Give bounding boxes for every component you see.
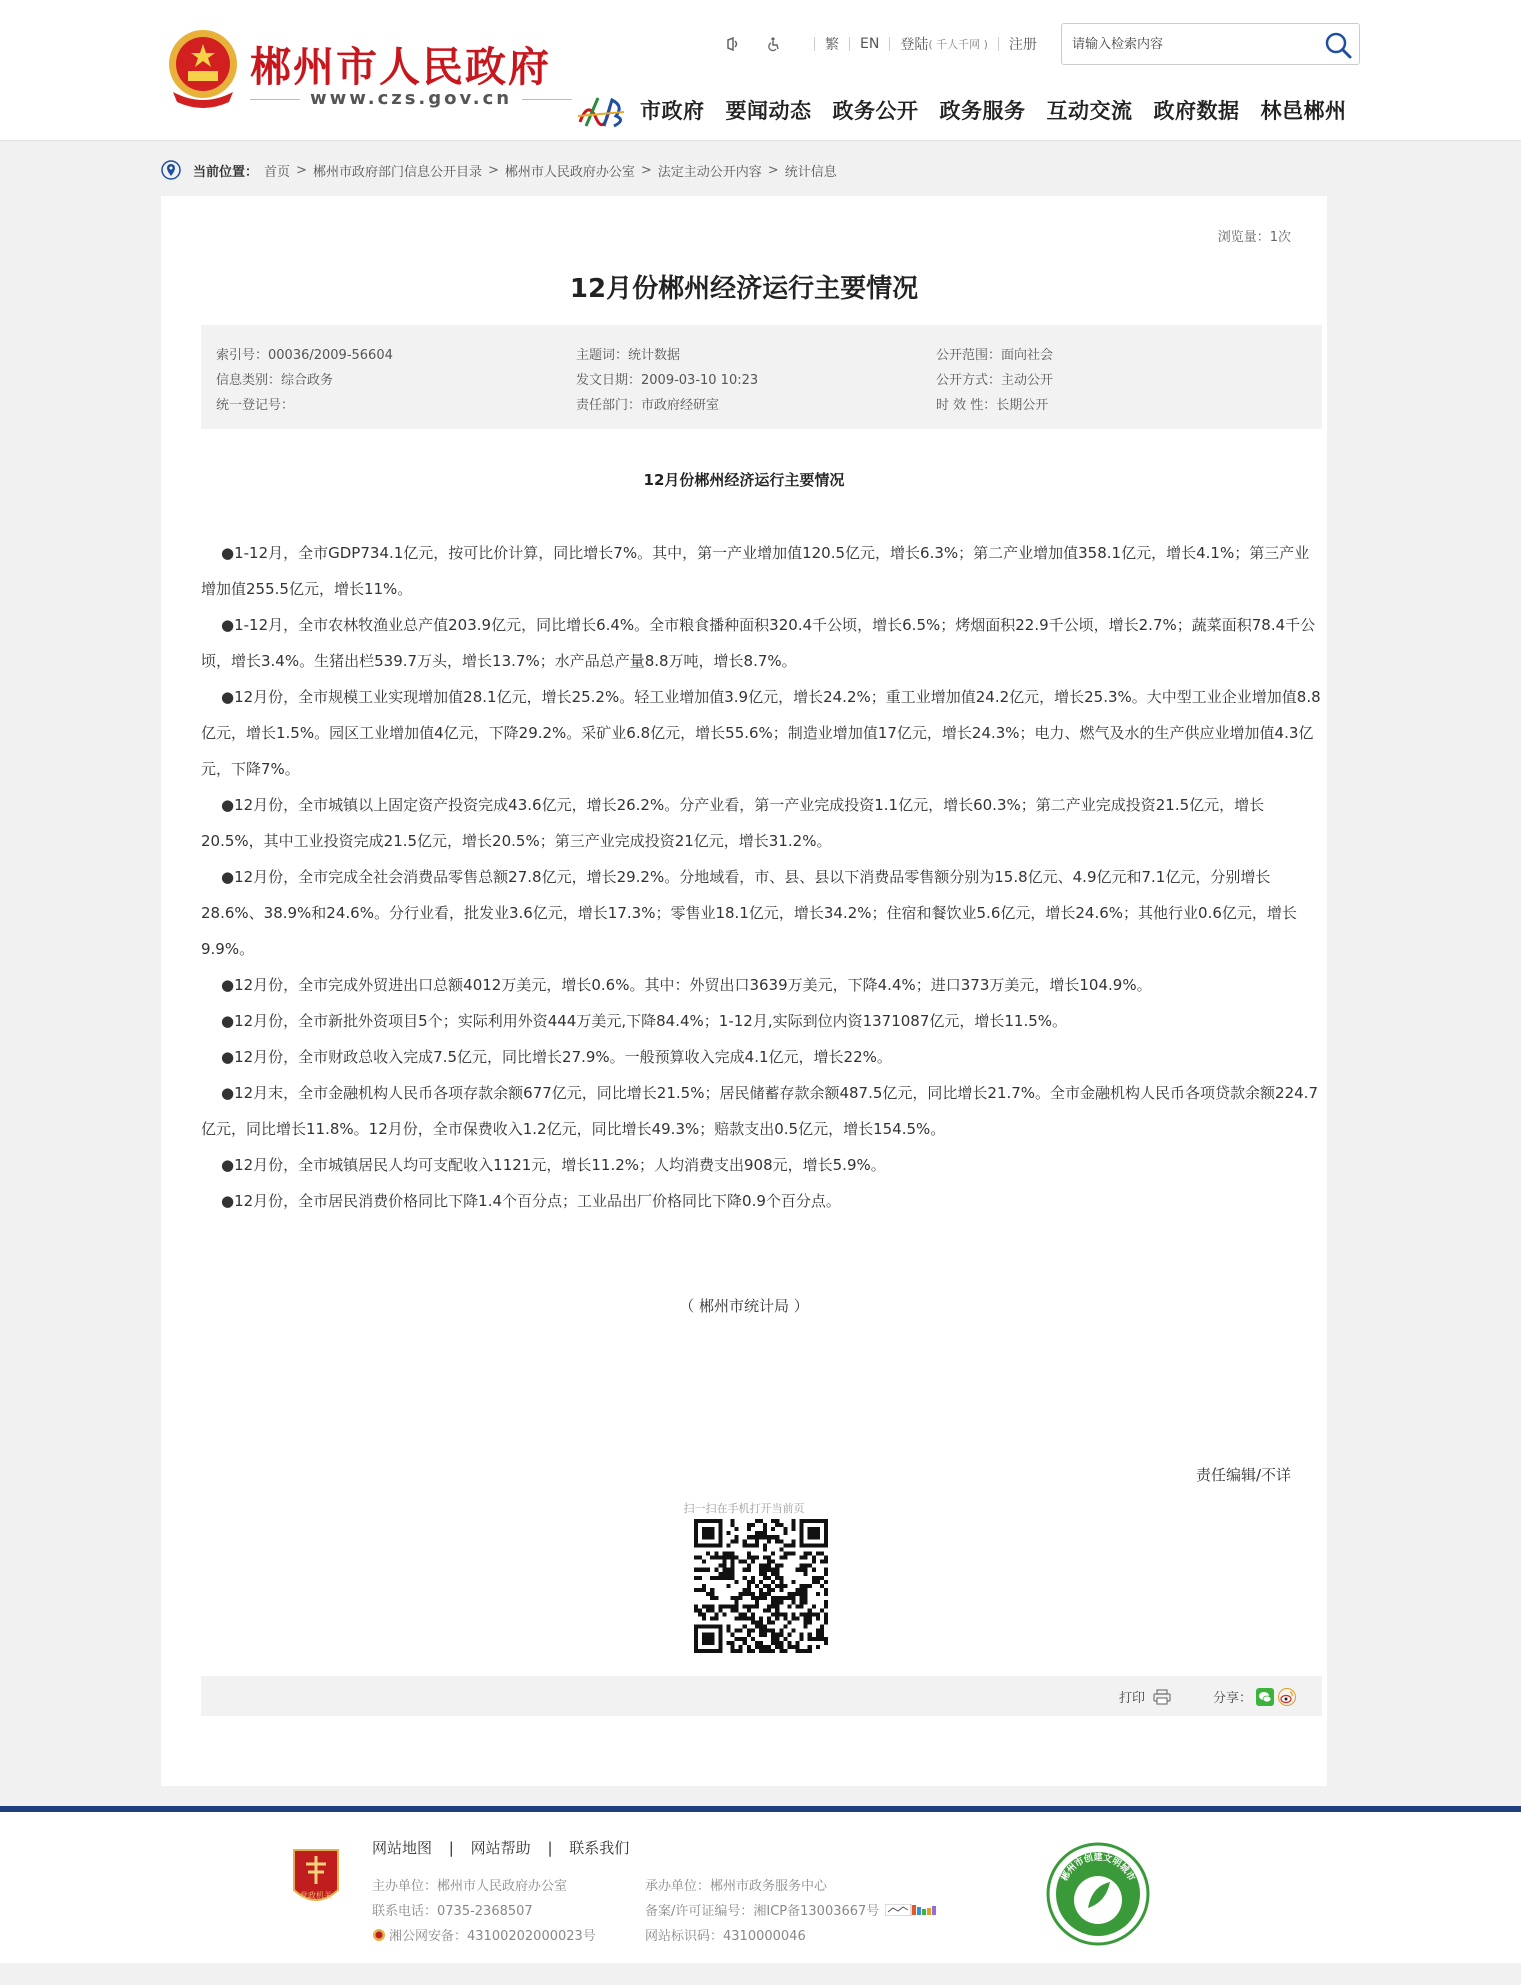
site-header: [0, 0, 1521, 141]
printer-icon: [1153, 1689, 1171, 1705]
meta-category: 信息类别：综合政务: [216, 373, 334, 388]
paragraph: ●12月份，全市完成外贸进出口总额4012万美元，增长0.6%。其中：外贸出口3639万美元，下降4.4%；进口373万美元，增长104.9%。: [221, 976, 1152, 994]
paragraph: ●1-12月，全市GDP734.1亿元，按可比价计算，同比增长7%。其中，第一产业增加值120.5亿元，增长6.3%；第二产业增加值358.1亿元，增长4.1%；第三产业增加值255.5亿元，增长11%。: [201, 544, 1310, 598]
traditional-chinese-link[interactable]: 繁: [825, 37, 839, 53]
footer-police-record[interactable]: [372, 1925, 596, 1944]
meta-validity: 时 效 性：长期公开: [936, 398, 1049, 413]
paragraph: ●12月份，全市财政总收入完成7.5亿元，同比增长27.9%。一般预算收入完成4.1亿元，增长22%。: [221, 1048, 892, 1066]
paragraph: ●12月份，全市完成全社会消费品零售总额27.8亿元，增长29.2%。分地域看，市、县、县以下消费品零售额分别为15.8亿元、4.9亿元和7.1亿元，分别增长28.6%、38.9%和24.6%。分行业看，批发业3.6亿元，增长17.3%；零售业18.1亿元，增长34.2%；住宿和餐饮业5.6亿元，增长24.6%；其他行业0.6亿元，增长9.9%。: [201, 868, 1297, 958]
paragraph: ●12月份，全市居民消费价格同比下降1.4个百分点；工业品出厂价格同比下降0.9个百分点。: [221, 1192, 841, 1210]
nav-gov-affairs-open[interactable]: 政务公开: [832, 99, 919, 123]
location-pin-icon: [161, 160, 181, 180]
nav-gov-data[interactable]: 政府数据: [1153, 99, 1240, 123]
bottom-strip: [0, 1963, 1521, 1985]
civilized-city-badge-text: 郴州市创建文明城市: [1059, 1853, 1137, 1883]
footer-organizer: 承办单位：郴州市政务服务中心: [645, 1879, 828, 1894]
accessibility-icon[interactable]: [764, 35, 782, 53]
footer-phone: 联系电话：0735-2368507: [372, 1904, 533, 1919]
meta-index-no: 索引号：00036/2009-56604: [216, 348, 393, 363]
nav-linyi-chenzhou[interactable]: 林邑郴州: [1260, 99, 1347, 123]
party-government-badge-icon[interactable]: [290, 1846, 342, 1910]
national-emblem-icon[interactable]: [163, 26, 243, 110]
footer-host: 主办单位：郴州市人民政府办公室: [372, 1879, 568, 1894]
article-meta-table: [201, 325, 1322, 429]
paragraph: ●12月份，全市城镇以上固定资产投资完成43.6亿元，增长26.2%。分产业看，第一产业完成投资1.1亿元，增长60.3%；第二产业完成投资21.5亿元，增长20.5%，其中工业投资完成21.5亿元，增长20.5%；第三产业完成投资21亿元，增长31.2%。: [201, 796, 1265, 850]
help-link[interactable]: 网站帮助: [470, 1839, 531, 1857]
divider: |: [448, 1839, 454, 1857]
breadcrumb: [161, 160, 837, 180]
police-record-text: 湘公网安备：43100202000023号: [389, 1929, 596, 1944]
divider: [849, 37, 850, 51]
nav-interaction[interactable]: 互动交流: [1046, 99, 1133, 123]
breadcrumb-legal-content[interactable]: 法定主动公开内容: [657, 164, 762, 180]
icp-text: 备案/许可证编号：湘ICP备13003667号: [645, 1904, 880, 1919]
search-box: [1061, 23, 1360, 65]
qr-caption: 扫一扫在手机打开当前页: [683, 1502, 805, 1515]
top-links: [724, 34, 1037, 54]
meta-topic: 主题词：统计数据: [576, 348, 681, 363]
contact-link[interactable]: 联系我们: [569, 1839, 630, 1857]
paragraph: ●12月份，全市城镇居民人均可支配收入1121元，增长11.2%；人均消费支出908元，增长5.9%。: [221, 1156, 886, 1174]
share-group: [1213, 1687, 1296, 1706]
audio-mode-icon[interactable]: [724, 35, 742, 53]
breadcrumb-home[interactable]: 首页: [264, 164, 291, 180]
wechat-icon[interactable]: [1256, 1688, 1274, 1706]
nav-news[interactable]: 要闻动态: [725, 99, 812, 123]
meta-method: 公开方式：主动公开: [936, 373, 1054, 388]
paragraph: ●1-12月，全市农林牧渔业总产值203.9亿元，同比增长6.4%。全市粮食播种面积320.4千公顷，增长6.5%；烤烟面积22.9千公顷，增长2.7%；蔬菜面积78.4千公顷，增长3.4%。生猪出栏539.7万头，增长13.7%；水产品总产量8.8万吨，增长8.7%。: [201, 616, 1316, 670]
breadcrumb-label: 当前位置：: [193, 164, 259, 180]
print-label: 打印: [1119, 1691, 1146, 1706]
qr-code-icon: [694, 1519, 828, 1653]
meta-date: 发文日期：2009-03-10 10:23: [576, 373, 759, 388]
site-footer: [0, 1812, 1521, 1963]
search-input[interactable]: [1072, 33, 1312, 55]
share-label: 分享：: [1213, 1691, 1253, 1706]
login-note: ( 千人千网 ): [928, 38, 988, 51]
article-card: [161, 196, 1327, 1786]
divider: [814, 37, 815, 51]
meta-scope: 公开范围：面向社会: [936, 348, 1054, 363]
breadcrumb-office[interactable]: 郴州市人民政府办公室: [504, 164, 635, 180]
responsible-editor: 责任编辑/不详: [1195, 1466, 1291, 1484]
register-link[interactable]: 注册: [1008, 37, 1037, 53]
breadcrumb-separator: >: [296, 162, 307, 178]
article-source: （ 郴州市统计局 ）: [679, 1297, 809, 1315]
calligraphy-logo-icon: [576, 92, 628, 132]
site-url: www.czs.gov.cn: [310, 88, 513, 109]
search-icon[interactable]: [1323, 30, 1353, 60]
print-button[interactable]: [1119, 1687, 1171, 1706]
party-government-badge-text: 党政机关: [300, 1891, 332, 1900]
main-nav: [640, 95, 1347, 125]
english-link[interactable]: EN: [860, 36, 880, 52]
paragraph: ●12月末，全市金融机构人民币各项存款余额677亿元，同比增长21.5%；居民储蓄存款余额487.5亿元，同比增长21.7%。全市金融机构人民币各项贷款余额224.7亿元，同比增长11.8%。12月份，全市保费收入1.2亿元，同比增长49.3%；赔款支出0.5亿元，增长154.5%。: [201, 1084, 1318, 1138]
weibo-icon[interactable]: [1278, 1688, 1296, 1706]
divider: [889, 37, 890, 51]
civilized-city-badge-icon[interactable]: [1046, 1842, 1150, 1946]
sitemap-link[interactable]: 网站地图: [372, 1839, 433, 1857]
breadcrumb-statistics[interactable]: 统计信息: [784, 164, 837, 180]
nav-gov-services[interactable]: 政务服务: [939, 99, 1026, 123]
cnzz-stat-icon[interactable]: [885, 1904, 937, 1916]
site-name[interactable]: 郴州市人民政府: [250, 43, 551, 91]
divider: [998, 37, 999, 51]
article-toolbar: [201, 1676, 1322, 1716]
footer-site-id: 网站标识码：4310000046: [645, 1929, 806, 1944]
paragraph: ●12月份，全市规模工业实现增加值28.1亿元，增长25.2%。轻工业增加值3.9亿元，增长24.2%；重工业增加值24.2亿元，增长25.3%。大中型工业企业增加值8.8亿元，增长1.5%。园区工业增加值4亿元，下降29.2%。采矿业6.8亿元，增长55.6%；制造业增加值17亿元，增长24.3%；电力、燃气及水的生产供应业增加值4.3亿元，下降7%。: [201, 688, 1321, 778]
meta-reg-no: 统一登记号：: [216, 398, 295, 413]
footer-links: [372, 1837, 629, 1858]
meta-dept: 责任部门：市政府经研室: [576, 398, 720, 413]
article-title: 12月份郴州经济运行主要情况: [569, 274, 919, 304]
footer-icp[interactable]: [645, 1900, 937, 1919]
breadcrumb-separator: >: [767, 162, 779, 178]
breadcrumb-separator: >: [487, 162, 499, 178]
nav-city-government[interactable]: 市政府: [640, 99, 705, 123]
breadcrumb-separator: >: [640, 162, 652, 178]
article-body: [201, 535, 1323, 1219]
paragraph: ●12月份，全市新批外资项目5个；实际利用外资444万美元,下降84.4%；1-12月,实际到位内资1371087亿元，增长11.5%。: [221, 1012, 1068, 1030]
police-badge-icon: [372, 1928, 386, 1942]
breadcrumb-catalog[interactable]: 郴州市政府部门信息公开目录: [312, 164, 482, 180]
view-count: 浏览量：1次: [1217, 230, 1291, 245]
article-subtitle: 12月份郴州经济运行主要情况: [643, 471, 845, 489]
divider: |: [547, 1839, 553, 1857]
login-link[interactable]: 登陆: [900, 37, 929, 53]
